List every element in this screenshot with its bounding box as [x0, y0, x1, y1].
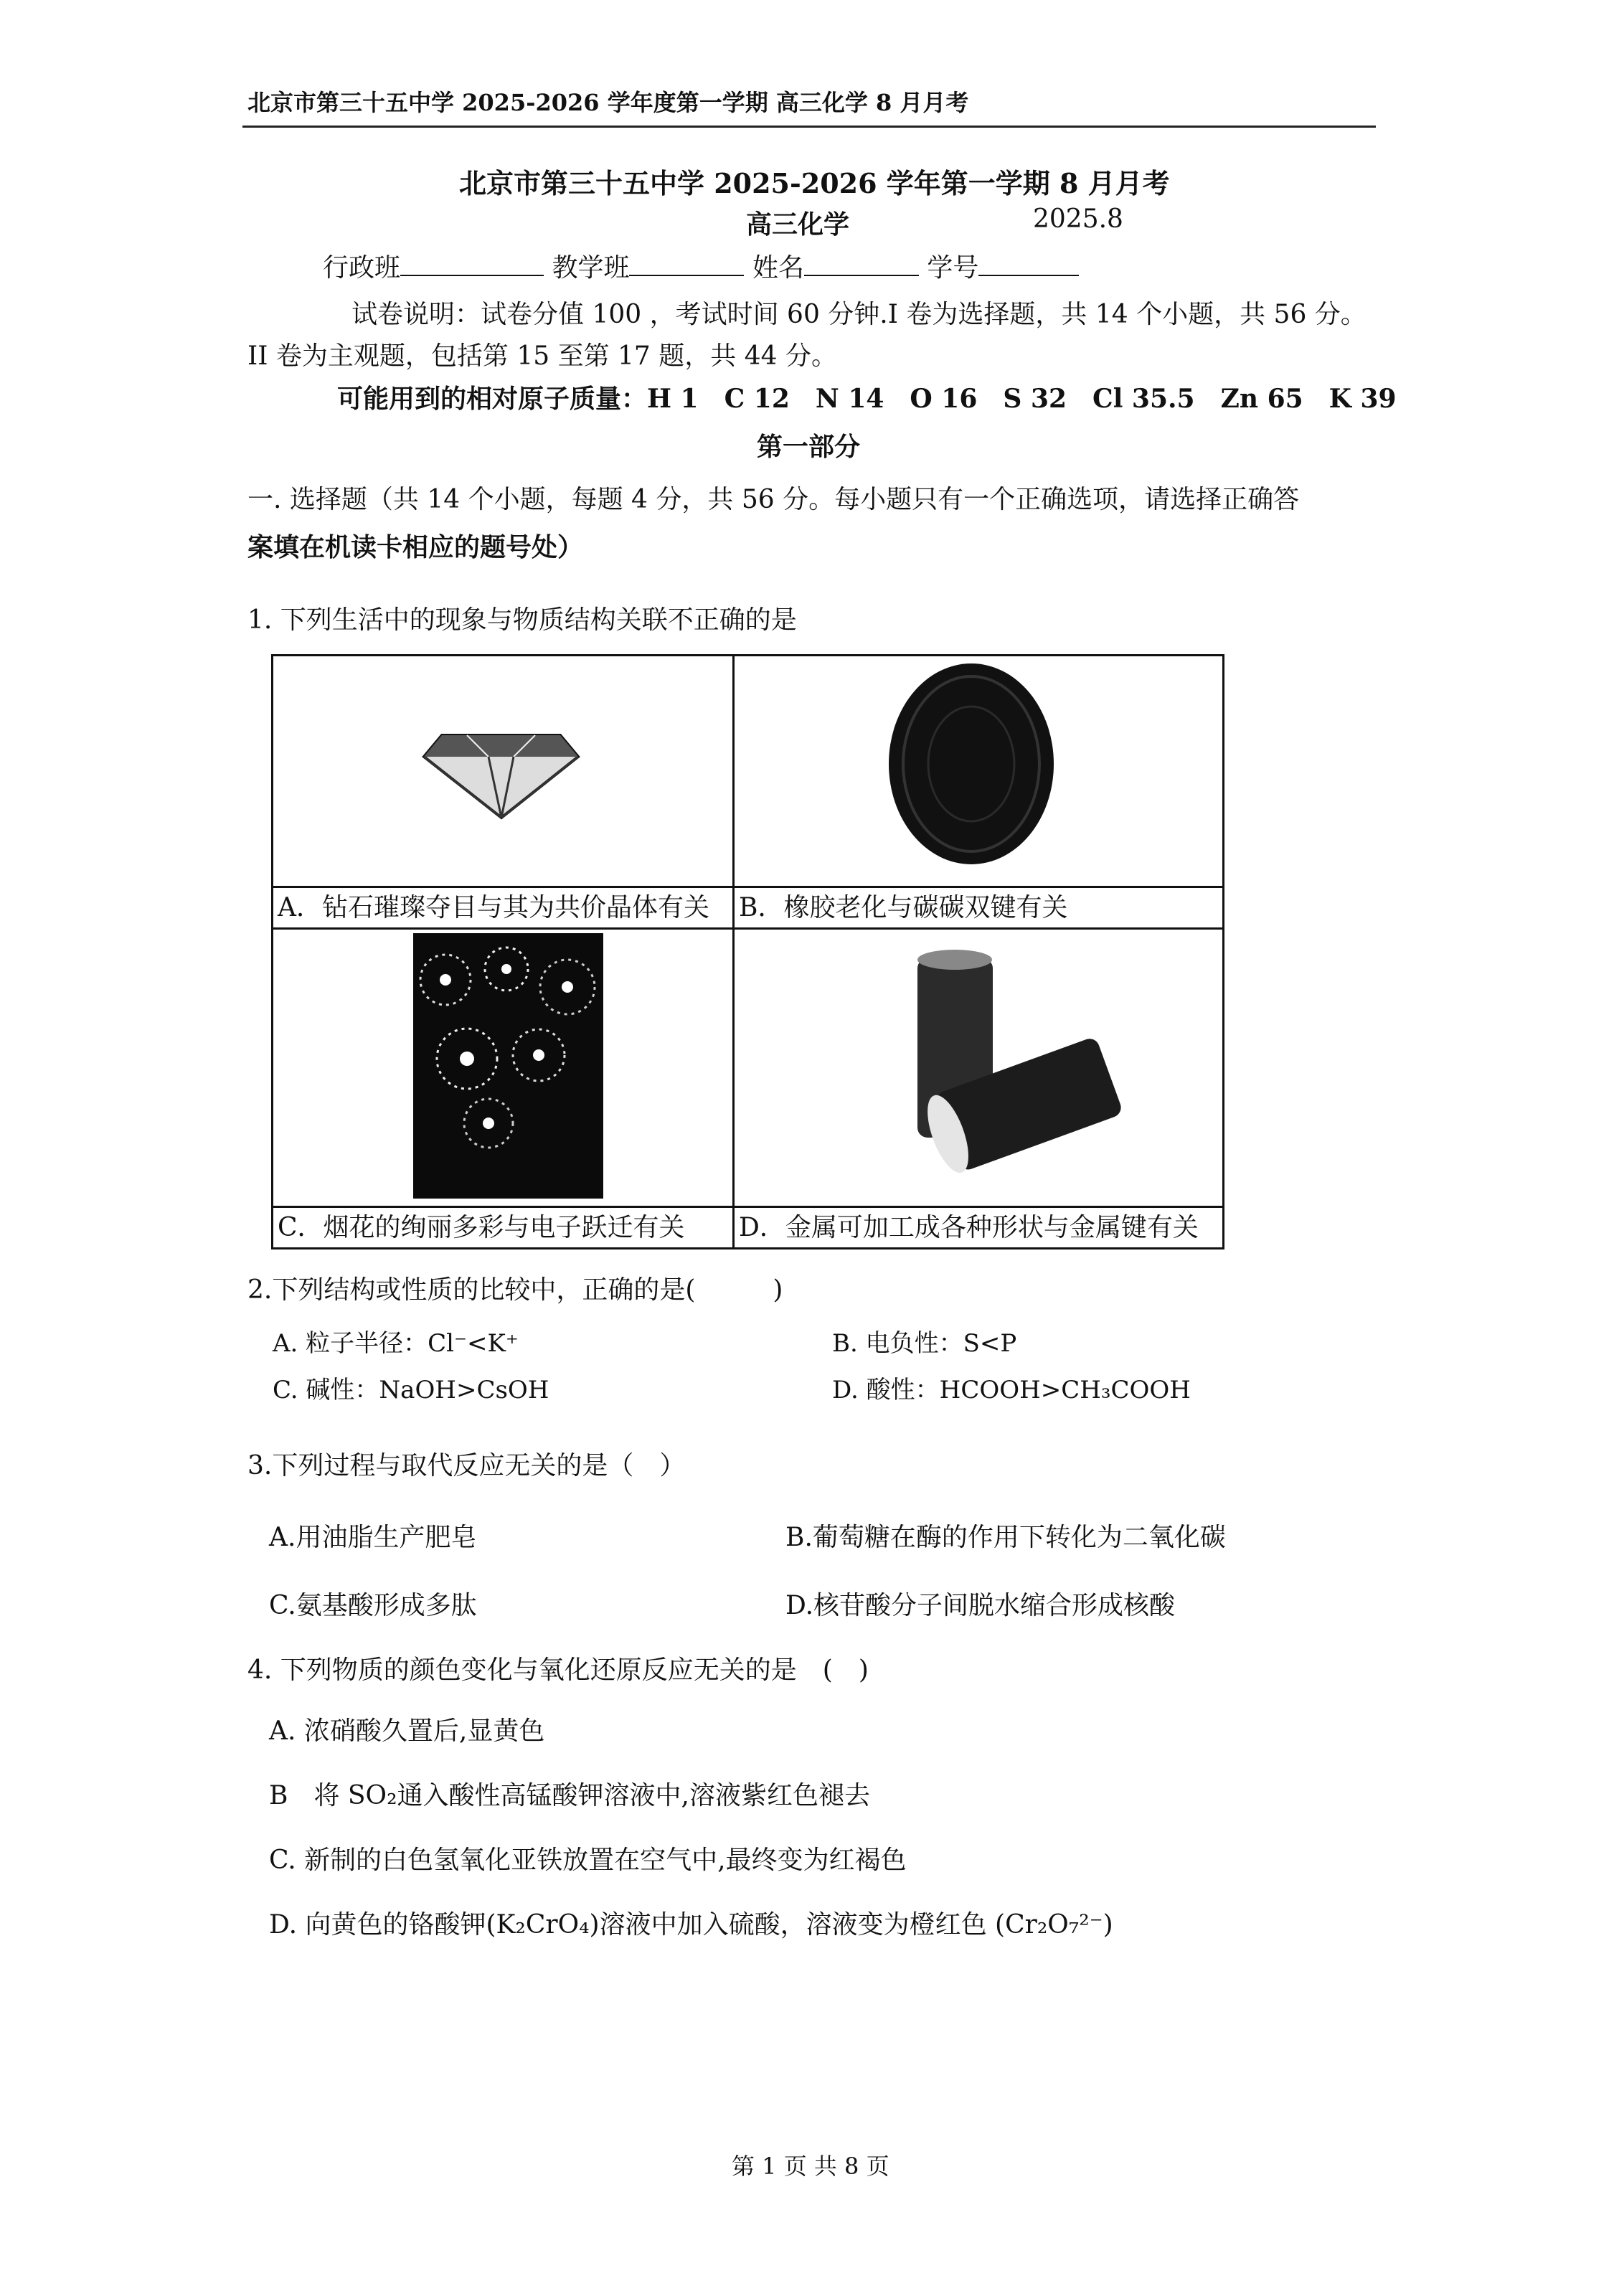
exam-title: 北京市第三十五中学 2025-2026 学年第一学期 8 月月考 — [459, 167, 1170, 199]
q3-option-b: B.葡萄糖在酶的作用下转化为二氧化碳 — [785, 1523, 1226, 1552]
q2-stem: 2.下列结构或性质的比较中，正确的是( ) — [247, 1275, 783, 1305]
running-header: 北京市第三十五中学 2025-2026 学年度第一学期 高三化学 8 月月考 — [247, 89, 969, 116]
q2-option-c: C. 碱性：NaOH>CsOH — [273, 1376, 549, 1404]
blank-name[interactable] — [804, 252, 919, 276]
q4-option-c: C. 新制的白色氢氧化亚铁放置在空气中,最终变为红褐色 — [269, 1846, 907, 1875]
header-rule — [242, 126, 1376, 128]
part-heading: 第一部分 — [757, 432, 861, 462]
q1-options-table — [271, 654, 1224, 1249]
q1-d-image — [735, 930, 1222, 1206]
q2-option-b: B. 电负性：S<P — [832, 1329, 1017, 1358]
q3-option-a: A.用油脂生产肥皂 — [269, 1523, 477, 1552]
q4-option-a: A. 浓硝酸久置后,显黄色 — [269, 1716, 545, 1746]
field-name: 姓名 — [752, 253, 804, 283]
q1-option-d: D．金属可加工成各种形状与金属键有关 — [739, 1213, 1199, 1242]
student-info-line — [323, 247, 1079, 284]
q3-option-c: C.氨基酸形成多肽 — [269, 1591, 477, 1620]
exam-date: 2025.8 — [1033, 204, 1123, 234]
section-intro-2: 案填在机读卡相应的题号处） — [247, 532, 584, 562]
q4-stem: 4. 下列物质的颜色变化与氧化还原反应无关的是 ( ) — [247, 1655, 869, 1685]
q4-option-d: D. 向黄色的铬酸钾(K₂CrO₄)溶液中加入硫酸，溶液变为橙红色 (Cr₂O₇²⁻) — [269, 1910, 1113, 1940]
blank-student-no[interactable] — [978, 252, 1079, 276]
fireworks-icon — [273, 930, 732, 1206]
blank-class-teach[interactable] — [629, 252, 744, 276]
q2-option-a: A. 粒子半径：Cl⁻<K⁺ — [273, 1329, 519, 1358]
field-class-admin: 行政班 — [323, 253, 401, 283]
q1-b-image — [735, 656, 1222, 886]
q4-option-b: B 将 SO₂通入酸性高锰酸钾溶液中,溶液紫红色褪去 — [269, 1781, 870, 1810]
field-student-no: 学号 — [927, 253, 979, 283]
section-intro-1: 一. 选择题（共 14 个小题，每题 4 分，共 56 分。每小题只有一个正确选项，请选择正确答 — [247, 485, 1300, 514]
field-class-teach: 教学班 — [552, 253, 630, 283]
q1-c-image — [273, 930, 732, 1206]
q1-option-b: B．橡胶老化与碳碳双键有关 — [739, 893, 1068, 922]
diamond-icon — [273, 656, 732, 886]
metal-cans-icon — [735, 930, 1222, 1206]
notes-line-1: 试卷说明：试卷分值 100 ，考试时间 60 分钟.I 卷为选择题，共 14 个小题，共 56 分。 — [351, 300, 1367, 329]
q1-a-image — [273, 656, 732, 886]
blank-class-admin[interactable] — [400, 252, 544, 276]
q2-option-d: D. 酸性：HCOOH>CH₃COOH — [832, 1376, 1191, 1404]
exam-subject: 高三化学 — [746, 209, 850, 240]
q1-option-c: C．烟花的绚丽多彩与电子跃迁有关 — [278, 1213, 685, 1242]
tire-icon — [735, 656, 1222, 886]
q1-stem: 1. 下列生活中的现象与物质结构关联不正确的是 — [247, 605, 797, 635]
page-footer: 第 1 页 共 8 页 — [732, 2153, 889, 2180]
q3-option-d: D.核苷酸分子间脱水缩合形成核酸 — [785, 1591, 1176, 1620]
q1-option-a: A．钻石璀璨夺目与其为共价晶体有关 — [278, 893, 709, 922]
atomic-masses: 可能用到的相对原子质量：H 1 C 12 N 14 O 16 S 32 Cl 35.5 Zn 65 K 39 — [337, 384, 1397, 414]
notes-line-2: II 卷为主观题，包括第 15 至第 17 题，共 44 分。 — [247, 341, 837, 371]
q3-stem: 3.下列过程与取代反应无关的是（ ） — [247, 1451, 686, 1480]
